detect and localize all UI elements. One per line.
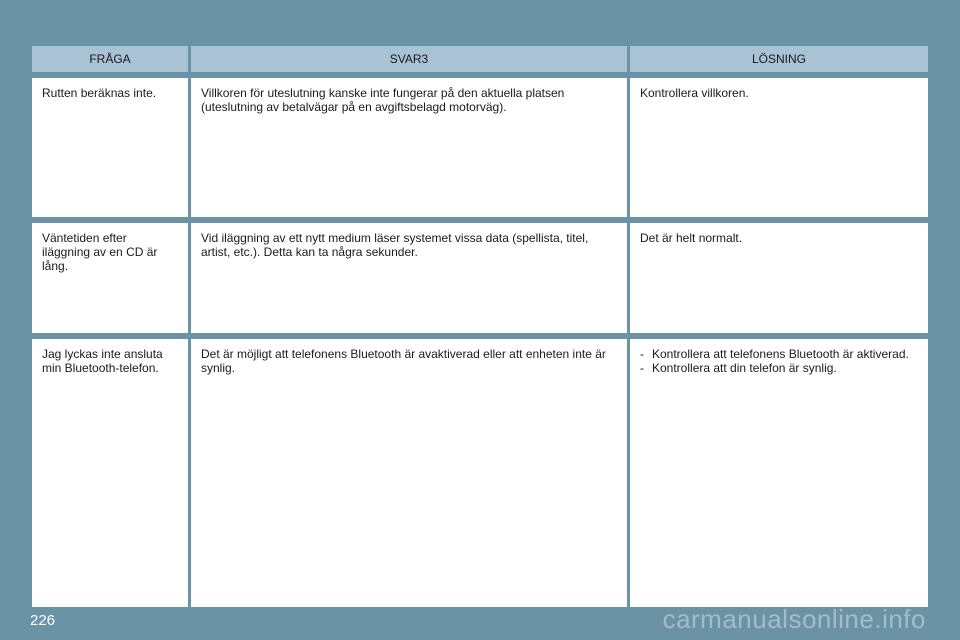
solution-list [640,347,918,375]
header-question: FRÅGA [32,46,188,72]
header-answer: SVAR3 [191,46,627,72]
row1-answer-cell: Villkoren för uteslutning kanske inte fungerar på den aktuella platsen (uteslutning av betalvägar på en avgiftsbelagd motorväg). [191,78,627,217]
row2-answer-cell: Vid iläggning av ett nytt medium läser systemet vissa data (spellista, titel, artist, etc.). Detta kan ta några sekunder. [191,223,627,333]
bullet-dash: - [640,347,644,361]
row3-solution-cell [630,339,928,607]
row3-question-cell: Jag lyckas inte ansluta min Bluetooth-telefon. [32,339,188,607]
page-number: 226 [30,612,56,629]
solution-list-item [640,347,918,361]
header-solution: LÖSNING [630,46,928,72]
row1-question-cell: Rutten beräknas inte. [32,78,188,217]
row1-solution-cell: Kontrollera villkoren. [630,78,928,217]
row2-solution-cell: Det är helt normalt. [630,223,928,333]
bullet-dash: - [640,361,644,375]
row3-answer-cell: Det är möjligt att telefonens Bluetooth är avaktiverad eller att enheten inte är synlig. [191,339,627,607]
solution-list-item [640,361,918,375]
solution-text: Kontrollera att din telefon är synlig. [652,361,837,375]
watermark: carmanualsonline.info [662,604,926,634]
row2-question-cell: Väntetiden efter iläggning av en CD är lång. [32,223,188,333]
solution-text: Kontrollera att telefonens Bluetooth är aktiverad. [652,347,909,361]
